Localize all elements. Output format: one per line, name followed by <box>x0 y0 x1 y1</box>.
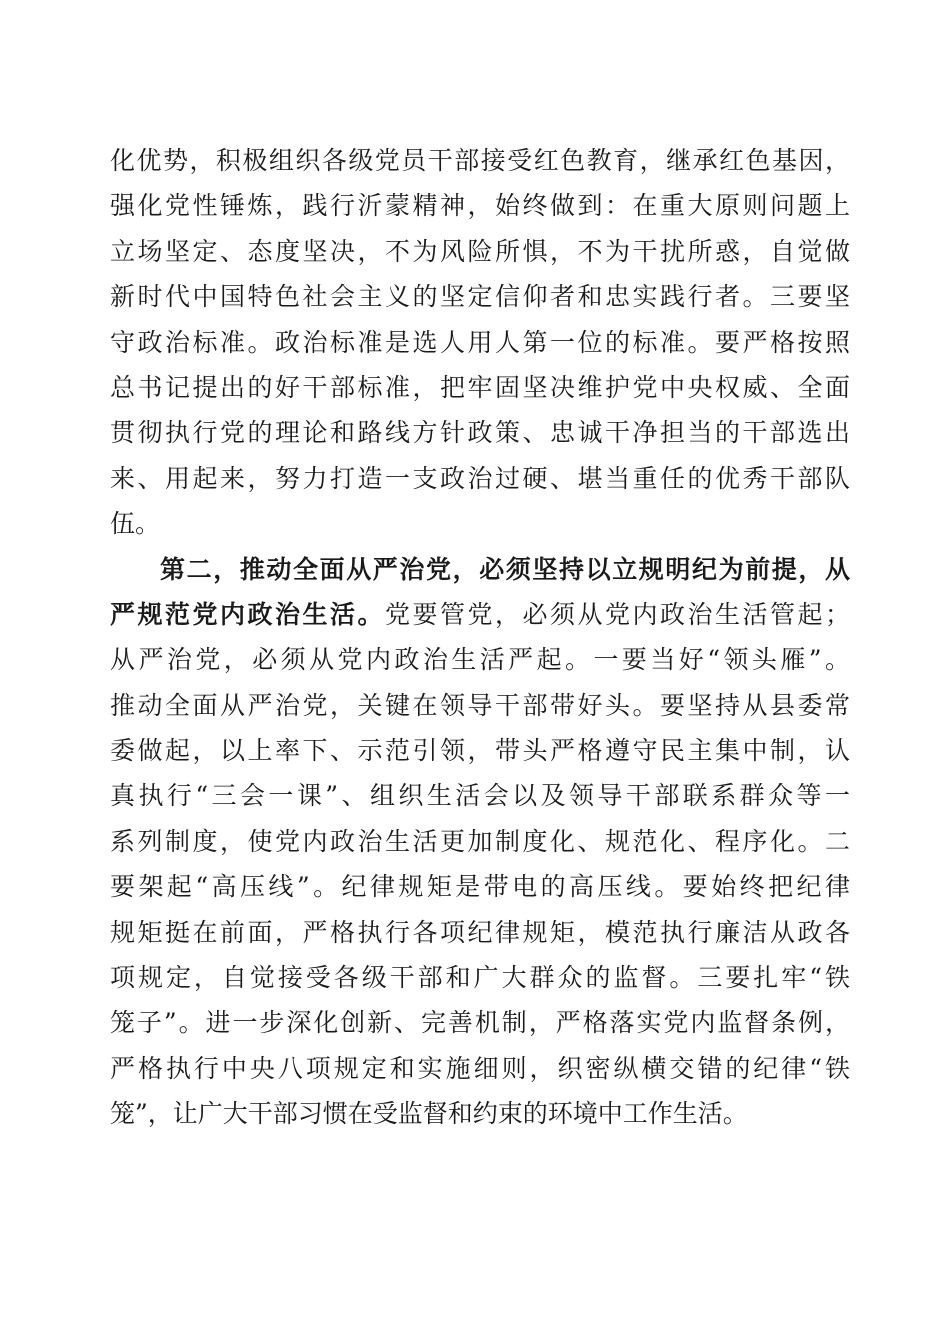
text-line: 化优势，积极组织各级党员干部接受红色教育，继承红色基因， <box>110 146 850 175</box>
paragraph-2 <box>110 547 850 1137</box>
text-line: 伍。 <box>110 509 161 539</box>
text-line: 贯彻执行党的理论和路线方针政策、忠诚干净担当的干部选出 <box>110 418 850 448</box>
text-line: 系列制度，使党内政治生活更加制度化、规范化、程序化。二 <box>110 826 850 856</box>
text-line: 真执行“三会一课”、组织生活会以及领导干部联系群众等一 <box>110 781 850 811</box>
text-line: 规矩挺在前面，严格执行各项纪律规矩，模范执行廉洁从政各 <box>110 917 850 947</box>
text-span: 党要管党，必须从党内政治生活管起； <box>385 599 850 629</box>
text-line: 严格执行中央八项规定和实施细则，织密纵横交错的纪律“铁 <box>110 1053 850 1083</box>
text-line <box>110 592 850 637</box>
paragraph-1 <box>110 138 850 547</box>
text-line: 来、用起来，努力打造一支政治过硬、堪当重任的优秀干部队 <box>110 463 850 493</box>
paragraph-heading-continued: 严规范党内政治生活。 <box>110 599 385 629</box>
document-body <box>110 138 850 1137</box>
text-line: 笼子”。进一步深化创新、完善机制，严格落实党内监督条例， <box>110 1008 850 1038</box>
text-line: 笼”，让广大干部习惯在受监督和约束的环境中工作生活。 <box>110 1099 748 1129</box>
text-line: 守政治标准。政治标准是选人用人第一位的标准。要严格按照 <box>110 327 850 357</box>
text-line: 推动全面从严治党，关键在领导干部带好头。要坚持从县委常 <box>110 690 850 720</box>
text-line: 从严治党，必须从党内政治生活严起。一要当好“领头雁”。 <box>110 645 850 675</box>
text-line: 总书记提出的好干部标准，把牢固坚决维护党中央权威、全面 <box>110 372 850 402</box>
text-line: 项规定，自觉接受各级干部和广大群众的监督。三要扎牢“铁 <box>110 963 850 993</box>
text-line: 新时代中国特色社会主义的坚定信仰者和忠实践行者。三要坚 <box>110 282 850 312</box>
text-line: 要架起“高压线”。纪律规矩是带电的高压线。要始终把纪律 <box>110 872 850 902</box>
text-line: 立场坚定、态度坚决，不为风险所惧，不为干扰所惑，自觉做 <box>110 236 850 266</box>
text-line: 强化党性锤炼，践行沂蒙精神，始终做到：在重大原则问题上 <box>110 191 850 221</box>
paragraph-heading: 第二，推动全面从严治党，必须坚持以立规明纪为前提，从 <box>160 554 850 584</box>
text-line: 委做起，以上率下、示范引领，带头严格遵守民主集中制，认 <box>110 736 850 766</box>
